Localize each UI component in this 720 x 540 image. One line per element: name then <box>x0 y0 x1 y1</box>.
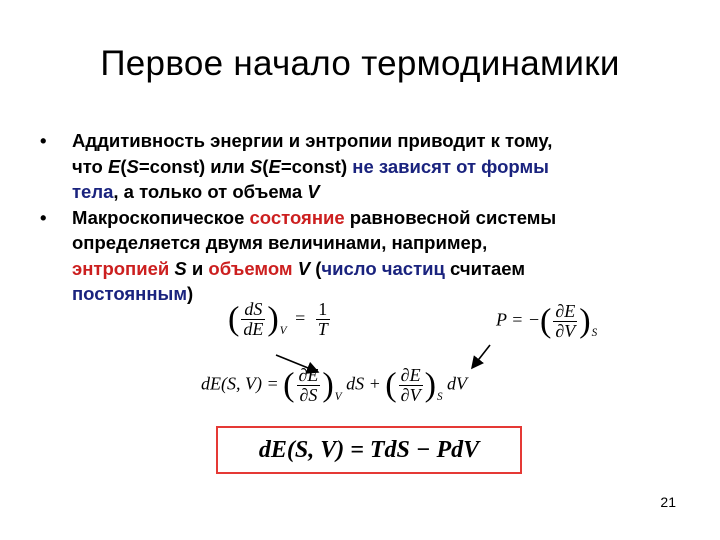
bullet-dot: • <box>40 206 47 228</box>
var-v: V <box>307 181 320 202</box>
highlight-red: энтропией <box>72 257 175 279</box>
paren-right: ) <box>267 300 279 338</box>
subscript: V <box>279 324 287 337</box>
text: и <box>186 257 209 279</box>
denominator: dE <box>243 318 264 339</box>
paren-right: ) <box>579 302 591 340</box>
text: ( <box>310 257 322 279</box>
text: определяется двумя величинами, например, <box>72 232 488 253</box>
text: считаем <box>444 257 526 279</box>
highlight-red: состояние <box>249 206 345 228</box>
text: ( <box>262 155 269 177</box>
boxed-equation <box>216 426 522 474</box>
subscript: S <box>591 326 598 339</box>
differential-end: dV <box>447 373 468 394</box>
denominator: ∂V <box>555 320 576 341</box>
fraction <box>297 366 321 405</box>
arrow-to-dE-dV <box>472 345 490 368</box>
page-number: 21 <box>660 494 676 510</box>
bullet-dot: • <box>40 130 47 151</box>
paren-right: ) <box>424 366 436 404</box>
var-s: S <box>249 155 263 177</box>
subscript: V <box>334 390 342 403</box>
paren-left: ( <box>228 300 240 338</box>
highlight-blue: тела <box>72 181 114 202</box>
pressure-lhs: P = − <box>496 309 540 330</box>
text: ) <box>187 283 194 304</box>
text: ( <box>120 155 127 177</box>
var-s: S <box>174 257 187 279</box>
paren-left: ( <box>539 302 552 340</box>
text: Макроскопическое <box>72 206 250 228</box>
denominator: ∂S <box>299 384 318 405</box>
numerator: ∂E <box>400 365 421 385</box>
subscript: S <box>436 390 443 403</box>
highlight-blue: число частиц <box>321 257 445 279</box>
highlight-red: объемом <box>208 257 298 279</box>
equation-differential <box>201 366 467 405</box>
paren-left: ( <box>283 366 295 404</box>
slide-title: Первое начало термодинамики <box>100 44 620 83</box>
highlight-blue: не зависят от формы <box>352 155 549 177</box>
differential-lhs: dE(S, V) = <box>201 373 279 394</box>
denominator: ∂V <box>400 384 421 405</box>
bullet1-text: Аддитивность энергии и энтропии приводит к тому, <box>72 130 553 151</box>
text: =const) <box>280 155 353 177</box>
var-e: E <box>268 155 281 177</box>
highlight-blue: постоянным <box>72 283 188 304</box>
text: равновесной системы <box>344 206 557 228</box>
fraction <box>399 366 423 405</box>
denominator: T <box>317 318 328 339</box>
paren-right: ) <box>322 366 334 404</box>
equals-sign: = <box>295 307 306 328</box>
var-e: E <box>108 155 121 177</box>
var-s: S <box>126 155 139 177</box>
differential-mid: dS + <box>346 373 381 394</box>
text: что <box>72 155 108 177</box>
text: =const) или <box>138 155 250 177</box>
numerator: ∂E <box>555 301 576 321</box>
paren-left: ( <box>385 366 397 404</box>
numerator: 1 <box>318 299 328 319</box>
numerator: ∂E <box>298 365 319 385</box>
text: , а только от объема <box>113 181 308 202</box>
fundamental-equation: dE(S, V) = TdS − PdV <box>258 436 480 463</box>
var-v: V <box>297 257 311 279</box>
numerator: dS <box>244 299 263 319</box>
